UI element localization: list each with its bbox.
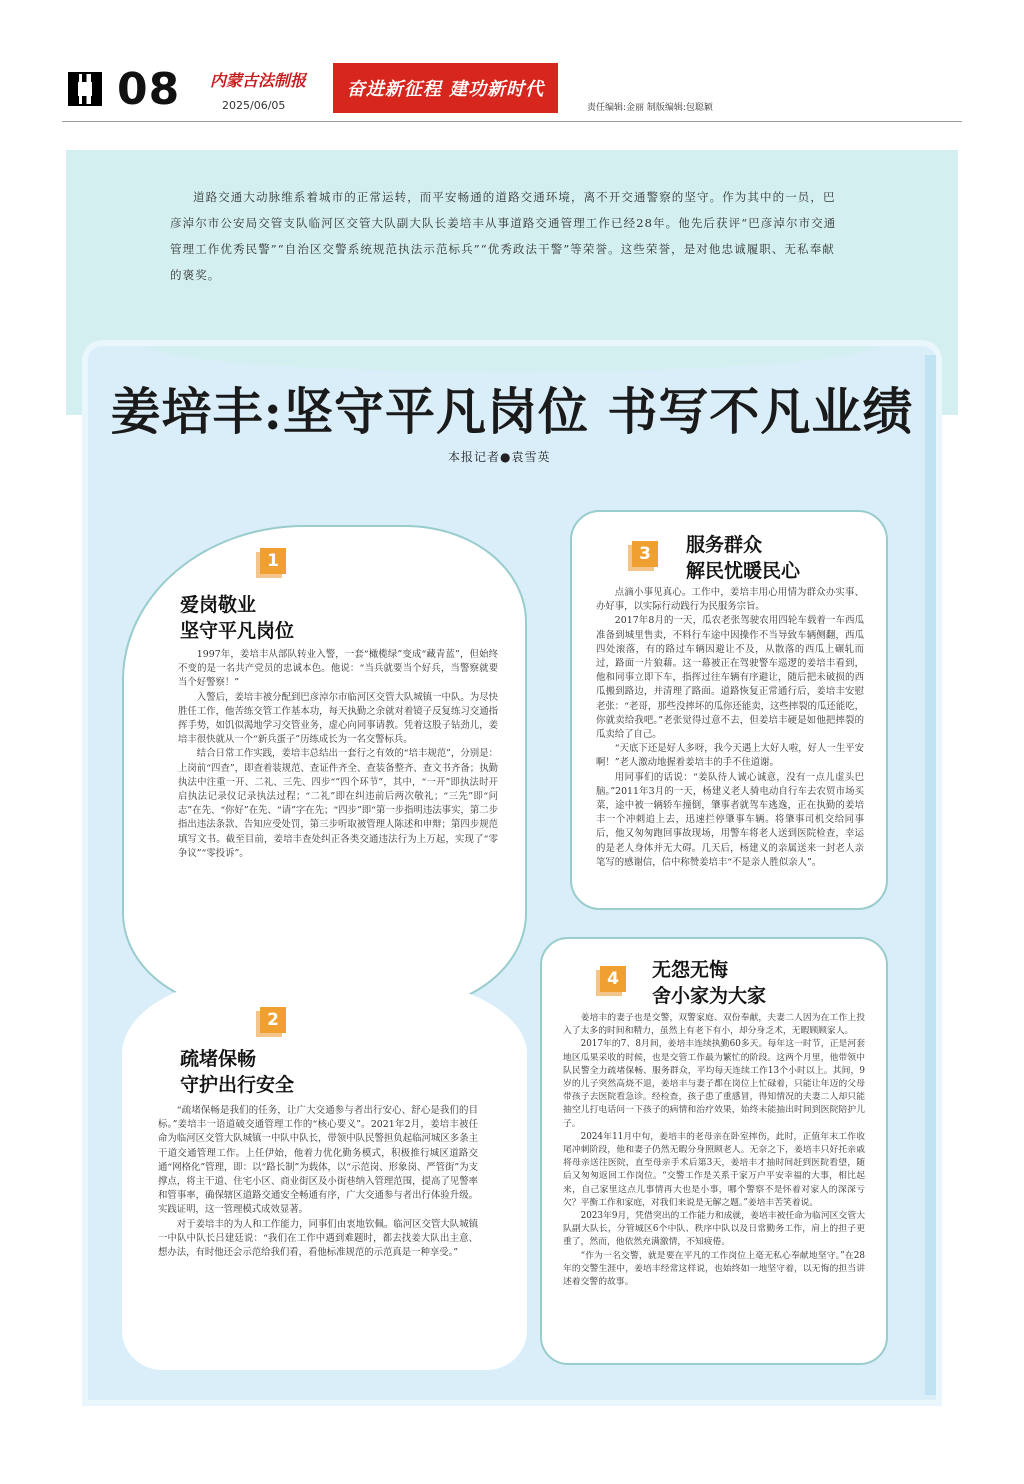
paragraph: 2023年9月，凭借突出的工作能力和成就，姜培丰被任命为临河区交管大队副大队长，分管城区6个中队、秩序中队以及日常勤务工作，肩上的担子更重了，然而，他依然充满激情，不知疲倦。	[563, 1211, 865, 1248]
paragraph: 2017年8月的一天，瓜农老张驾驶农用四轮车载着一车西瓜准备到城里售卖，不料行车途中因操作不当导致车辆侧翻，西瓜四处滚落，有的路过车辆因避让不及，从散落的西瓜上碾轧而过，路面一片狼藉。这一幕被正在驾驶警车巡逻的姜培丰看到，他和同事立即下车，指挥过往车辆有序避让，随后把未破损的西瓜搬到路边，并清理了路面。道路恢复正常通行后，姜培丰安慰老张：“老哥，那些没摔坏的瓜你还能卖，这些摔裂的瓜还能吃，你就卖给我吧。”老张觉得过意不去，但姜培丰硬是如他把摔裂的瓜卖给了自己。	[596, 615, 864, 741]
paragraph: 用同事们的话说：“姜队待人诚心诚意，没有一点儿虚头巴脑。”2011年3月的一天，杨建义老人骑电动自行车去农贸市场买菜，途中被一辆轿车撞倒，肇事者就驾车逃逸，正在执勤的姜培丰一个冲刺追上去，迅速拦停肇事车辆。将肇事司机交给同事后，他又匆匆跑回事故现场，用警车将老人送到医院检查，幸运的是老人身体并无大碍。几天后，杨建义的亲属送来一封老人亲笔写的感谢信，信中称赞姜培丰“不是亲人胜似亲人”。	[596, 771, 864, 868]
section-1-number: 1	[260, 548, 286, 574]
section-2-title: 疏堵保畅 守护出行安全	[180, 1048, 295, 1096]
section-4-title: 无怨无悔 舍小家为大家	[652, 959, 767, 1007]
paragraph: 2024年11月中旬，姜培丰的老母亲在卧室摔伤，此时，正值年末工作收尾冲刺阶段，他和妻子仍然无暇分身照顾老人。无奈之下，姜培丰只好托亲戚将母亲送往医院，直至母亲手术后第3天，姜培丰才抽时间赶到医院看望，随后又匆匆返回工作岗位。“交警工作是关系千家万户平安幸福的大事，相比起来，自己家里这点儿事情再大也是小事，哪个警察不是怀着对家人的深深亏欠？平衡工作和家庭，对我们来说是无解之题。”姜培丰苦笑着说。	[563, 1131, 865, 1208]
section-4-number: 4	[600, 966, 626, 992]
column-banner: 奋进新征程 建功新时代	[333, 63, 558, 113]
page-number: 08	[117, 64, 181, 115]
paragraph: “天底下还是好人多呀，我今天遇上大好人啦，好人一生平安啊！”老人激动地握着姜培丰的手不住道谢。	[596, 743, 864, 769]
newspaper-logo: 内蒙古法制报	[210, 71, 307, 90]
header-divider	[62, 121, 962, 122]
paragraph: 2017年的7、8月间，姜培丰连续执勤60多天。每年这一时节，正是河套地区瓜果采收的时候，也是交管工作最为繁忙的阶段。这两个月里，他带领中队民警全力疏堵保畅、服务群众，平均每天连续工作13个小时以上。其间，9岁的儿子突然高烧不退，姜培丰与妻子都在岗位上忙碌着，只能让年迈的父母带孩子去医院看急诊。经检查，孩子患了重感冒，得知情况的夫妻二人却只能抽空儿打电话问一下孩子的病情和治疗效果，始终未能抽出时间到医院陪护儿子。	[563, 1039, 865, 1129]
editor-credits: 责任编辑:金丽 制版编辑:包聪颖	[587, 103, 713, 113]
section-3-number: 3	[632, 541, 658, 567]
section-1-title: 爱岗敬业 坚守平凡岗位	[180, 594, 295, 642]
paragraph: 点滴小事见真心。工作中，姜培丰用心用情为群众办实事、办好事，以实际行动践行为民服务宗旨。	[596, 587, 864, 613]
section-2-body	[158, 1104, 478, 1260]
paragraph: 1997年，姜培丰从部队转业入警，一套“橄榄绿”变成“藏青蓝”，但始终不变的是一名共产党员的忠诚本色。他说：“当兵就要当个好兵，当警察就要当个好警察！”	[178, 649, 498, 689]
byline: 本报记者●袁雪英	[448, 450, 551, 464]
section-4-body	[563, 1012, 865, 1289]
paragraph: 结合日常工作实践，姜培丰总结出一套行之有效的“培丰规范”，分别是：上岗前“四查”，即查着装规范、查证件齐全、查装备整齐、查文书齐备；执勤执法中注重一开、二礼、三先、四步“”四个环节”，其中，“一开”即执法时开启执法记录仪记录执法过程；“二礼”即在纠违前后两次敬礼；“三先”即“问志”在先、“你好”在先、“请”字在先；“四步”即“第一步指明违法事实，第二步指出违法条款、告知应受处罚，第三步听取被管理人陈述和申辩；第四步规范填写文书。截至目前，姜培丰查处纠正各类交通违法行为上万起，实现了“零争议”“零投诉”。	[178, 748, 498, 859]
paragraph: 入警后，姜培丰被分配到巴彦淖尔市临河区交管大队城镇一中队。为尽快胜任工作，他苦练交管工作基本功，每天执勤之余就对着镜子反复练习交通指挥手势，如饥似渴地学习交管业务，虚心向同事请教。凭着这股子钻劲儿，姜培丰很快就从一个“新兵蛋子”历练成长为一名交警标兵。	[178, 691, 498, 746]
decorative-stripe	[925, 355, 936, 1395]
qr-code-icon	[68, 72, 102, 106]
paragraph: “疏堵保畅是我们的任务，让广大交通参与者出行安心、舒心是我们的目标。”姜培丰一语道破交通管理工作的“核心要义”。2021年2月，姜培丰被任命为临河区交管大队城镇一中队中队长，带领中队民警担负起临河城区多条主干道交通管理工作。上任伊始，他着力优化勤务模式，积极推行城区道路交通“网格化”管理，即：以“路长制”为载体，以“示范岗、形象岗、严管街”为支撑点，将主干道、住宅小区、商业街区及小街巷纳入管理范围，提高了见警率和管事率，确保辖区道路交通安全畅通有序，广大交通参与者出行体验升级。实践证明，这一管理模式成效显著。	[158, 1105, 478, 1216]
section-3-body	[596, 586, 864, 870]
article-headline: 姜培丰:坚守平凡岗位 书写不凡业绩	[110, 382, 914, 441]
paragraph: 对于姜培丰的为人和工作能力，同事们由衷地钦佩。临河区交管大队城镇一中队中队长吕建廷说：“我们在工作中遇到难题时，都去找姜大队出主意、想办法，有时他还会示范给我们看，看他标准规范的示范真是一种享受。”	[158, 1218, 478, 1259]
paragraph: “作为一名交警，就是要在平凡的工作岗位上毫无私心奉献地坚守。”在28年的交警生涯中，姜培丰经常这样说，也始终如一地坚守着，以无悔的担当讲述着交警的故事。	[563, 1250, 865, 1288]
issue-date: 2025/06/05	[222, 99, 286, 112]
intro-text: 道路交通大动脉维系着城市的正常运转，而平安畅通的道路交通环境，离不开交通警察的坚守。作为其中的一员，巴彦淖尔市公安局交管支队临河区交管大队副大队长姜培丰从事道路交通管理工作已经28年。他先后获评“巴彦淖尔市交通管理工作优秀民警”“自治区交警系统规范执法示范标兵”“优秀政法干警”等荣誉。这些荣誉，是对他忠诚履职、无私奉献的褒奖。	[170, 190, 837, 282]
section-3-title: 服务群众 解民忧暖民心	[686, 534, 801, 582]
section-1-body	[178, 648, 498, 861]
section-2-number: 2	[260, 1007, 286, 1033]
paragraph: 姜培丰的妻子也是交警，双警家庭、双份奉献，夫妻二人因为在工作上投入了太多的时间和精力，虽然上有老下有小，却分身乏术，无暇顾顾家人。	[563, 1013, 865, 1037]
